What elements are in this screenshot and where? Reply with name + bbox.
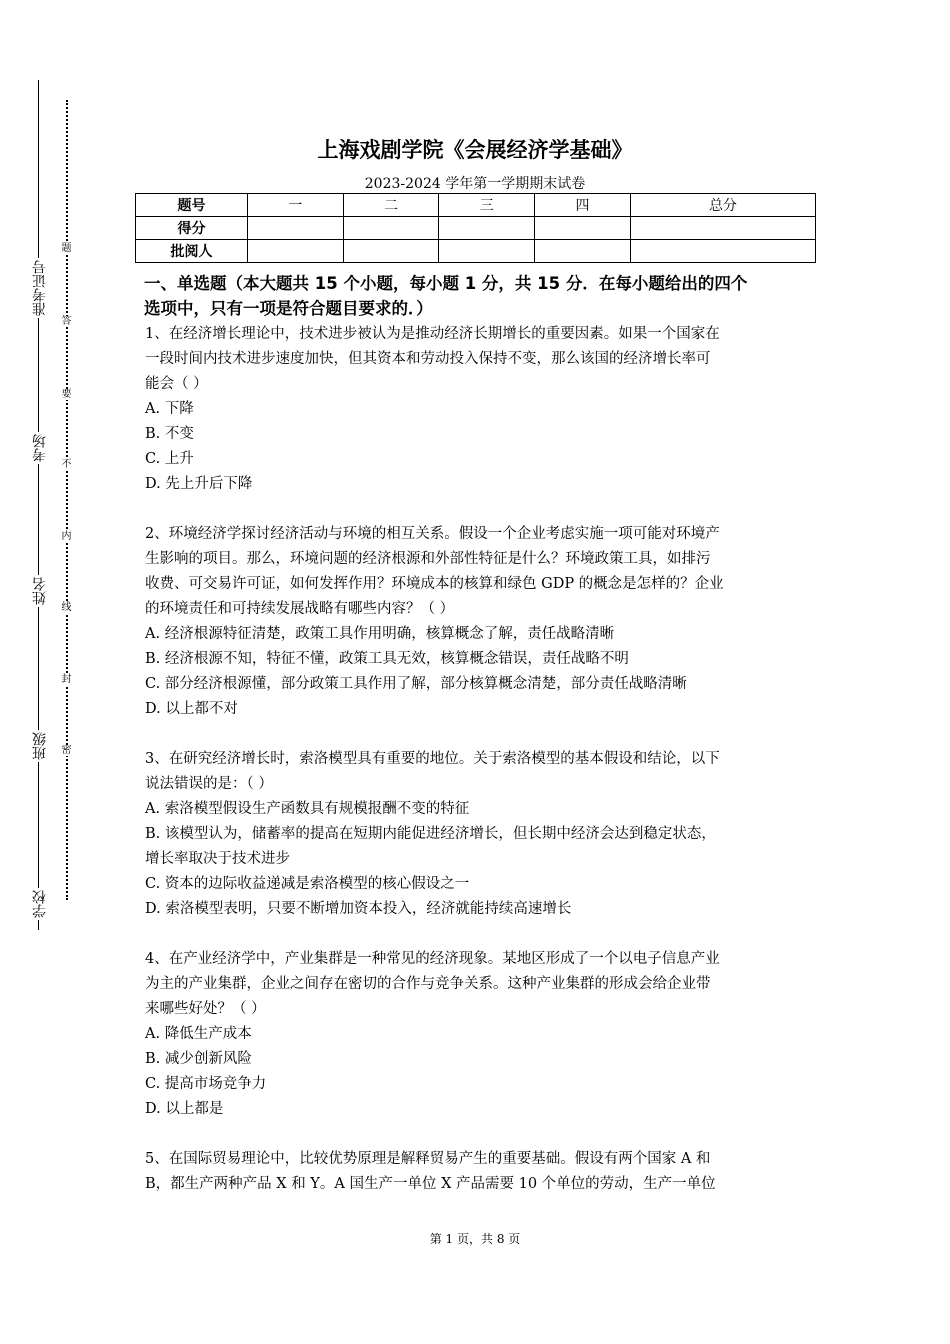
page-footer: 第 1 页，共 8 页 <box>429 1232 521 1246</box>
grader-cell[interactable] <box>439 240 535 263</box>
option-c[interactable]: C. 提高市场竞争力 <box>145 1076 267 1092</box>
seal-char: 答 <box>61 316 72 327</box>
section-heading-line: 一、单选题（本大题共 15 个小题，每小题 1 分，共 15 分．在每小题给出的四个 <box>144 274 748 293</box>
option-b[interactable]: B. 经济根源不知，特征不懂，政策工具无效，核算概念错误，责任战略不明 <box>145 651 629 667</box>
question-stem-line: 3、在研究经济增长时，索洛模型具有重要的地位。关于索洛模型的基本假设和结论，以下 <box>145 751 720 767</box>
question-stem-line: 一段时间内技术进步速度加快，但其资本和劳动投入保持不变，那么该国的经济增长率可 <box>145 351 711 367</box>
score-table-header-row <box>136 194 816 217</box>
student-name-label: 姓名 <box>32 577 48 605</box>
seal-char: 内 <box>61 531 72 542</box>
option-a[interactable]: A. 降低生产成本 <box>145 1026 252 1042</box>
seal-char: 题 <box>61 243 72 254</box>
question-spacer <box>145 722 815 747</box>
option-d[interactable]: D. 索洛模型表明，只要不断增加资本投入，经济就能持续高速增长 <box>145 901 572 917</box>
score-col-2: 二 <box>343 194 439 217</box>
question-3 <box>145 747 815 922</box>
option-a[interactable]: A. 索洛模型假设生产函数具有规模报酬不变的特征 <box>145 801 470 817</box>
grader-cell[interactable] <box>630 240 815 263</box>
grader-cell[interactable] <box>248 240 344 263</box>
school-label: 学校 <box>32 890 48 918</box>
seal-char: 密 <box>61 745 72 756</box>
grader-cell[interactable] <box>535 240 631 263</box>
option-d[interactable]: D. 以上都不对 <box>145 701 238 717</box>
score-col-label: 题号 <box>136 194 248 217</box>
seal-char: 线 <box>61 602 72 613</box>
score-col-4: 四 <box>535 194 631 217</box>
question-spacer <box>145 1122 815 1147</box>
score-cell[interactable] <box>630 217 815 240</box>
option-b[interactable]: B. 该模型认为，储蓄率的提高在短期内能促进经济增长，但长期中经济会达到稳定状态， <box>145 826 716 842</box>
exam-room-label: 考场 <box>32 434 48 462</box>
question-stem-line: 的环境责任和可持续发展战略有哪些内容？（ ） <box>145 601 455 617</box>
question-stem-line: 4、在产业经济学中，产业集群是一种常见的经济现象。某地区形成了一个以电子信息产业 <box>145 951 720 967</box>
section-heading-line: 选项中，只有一项是符合题目要求的．） <box>144 299 433 318</box>
option-a[interactable]: A. 下降 <box>145 401 194 417</box>
option-b-continued[interactable]: 增长率取决于技术进步 <box>145 851 290 867</box>
question-spacer <box>145 922 815 947</box>
option-c[interactable]: C. 资本的边际收益递减是索洛模型的核心假设之一 <box>145 876 470 892</box>
class-label: 班级 <box>32 732 48 760</box>
option-d[interactable]: D. 先上升后下降 <box>145 476 253 492</box>
score-row-label: 得分 <box>136 217 248 240</box>
option-c[interactable]: C. 上升 <box>145 451 194 467</box>
question-stem-line: 收费、可交易许可证，如何发挥作用？环境成本的核算和绿色 GDP 的概念是怎样的？企业 <box>145 576 724 592</box>
option-b[interactable]: B. 不变 <box>145 426 194 442</box>
binding-line <box>38 80 39 930</box>
question-stem-line: 能会（ ） <box>145 376 208 392</box>
option-b[interactable]: B. 减少创新风险 <box>145 1051 252 1067</box>
score-cell[interactable] <box>248 217 344 240</box>
score-row <box>136 217 816 240</box>
seal-char: 要 <box>61 389 72 400</box>
exam-subtitle: 2023-2024 学年第一学期期末试卷 <box>364 176 586 192</box>
score-col-3: 三 <box>439 194 535 217</box>
question-stem-line: B，都生产两种产品 X 和 Y。A 国生产一单位 X 产品需要 10 个单位的劳动，生产一单位 <box>145 1176 716 1192</box>
seal-dotted-line <box>66 100 68 900</box>
option-c[interactable]: C. 部分经济根源懂，部分政策工具作用了解，部分核算概念清楚，部分责任战略清晰 <box>145 676 687 692</box>
question-stem-line: 为主的产业集群，企业之间存在密切的合作与竞争关系。这种产业集群的形成会给企业带 <box>145 976 711 992</box>
score-cell[interactable] <box>343 217 439 240</box>
exam-number-label: 准考证号 <box>32 260 48 316</box>
question-spacer <box>145 497 815 522</box>
seal-char: 不 <box>61 459 72 470</box>
question-1 <box>145 322 815 497</box>
score-col-total: 总分 <box>630 194 815 217</box>
exam-title: 上海戏剧学院《会展经济学基础》 <box>317 138 633 162</box>
score-cell[interactable] <box>439 217 535 240</box>
question-stem-line: 生影响的项目。那么，环境问题的经济根源和外部性特征是什么？环境政策工具，如排污 <box>145 551 711 567</box>
question-stem-line: 来哪些好处？（ ） <box>145 1001 266 1017</box>
score-cell[interactable] <box>535 217 631 240</box>
score-table <box>135 193 816 263</box>
question-4 <box>145 947 815 1122</box>
option-a[interactable]: A. 经济根源特征清楚，政策工具作用明确，核算概念了解，责任战略清晰 <box>145 626 615 642</box>
grader-row <box>136 240 816 263</box>
grader-cell[interactable] <box>343 240 439 263</box>
option-d[interactable]: D. 以上都是 <box>145 1101 224 1117</box>
grader-row-label: 批阅人 <box>136 240 248 263</box>
question-stem-line: 5、在国际贸易理论中，比较优势原理是解释贸易产生的重要基础。假设有两个国家 A 和 <box>145 1151 711 1167</box>
question-stem-line: 1、在经济增长理论中，技术进步被认为是推动经济长期增长的重要因素。如果一个国家在 <box>145 326 720 342</box>
question-2 <box>145 522 815 722</box>
question-content <box>145 272 815 1197</box>
seal-char: 封 <box>61 674 72 685</box>
question-stem-line: 说法错误的是：（ ） <box>145 776 273 792</box>
score-col-1: 一 <box>248 194 344 217</box>
question-5 <box>145 1147 815 1197</box>
question-stem-line: 2、环境经济学探讨经济活动与环境的相互关系。假设一个企业考虑实施一项可能对环境产 <box>145 526 720 542</box>
